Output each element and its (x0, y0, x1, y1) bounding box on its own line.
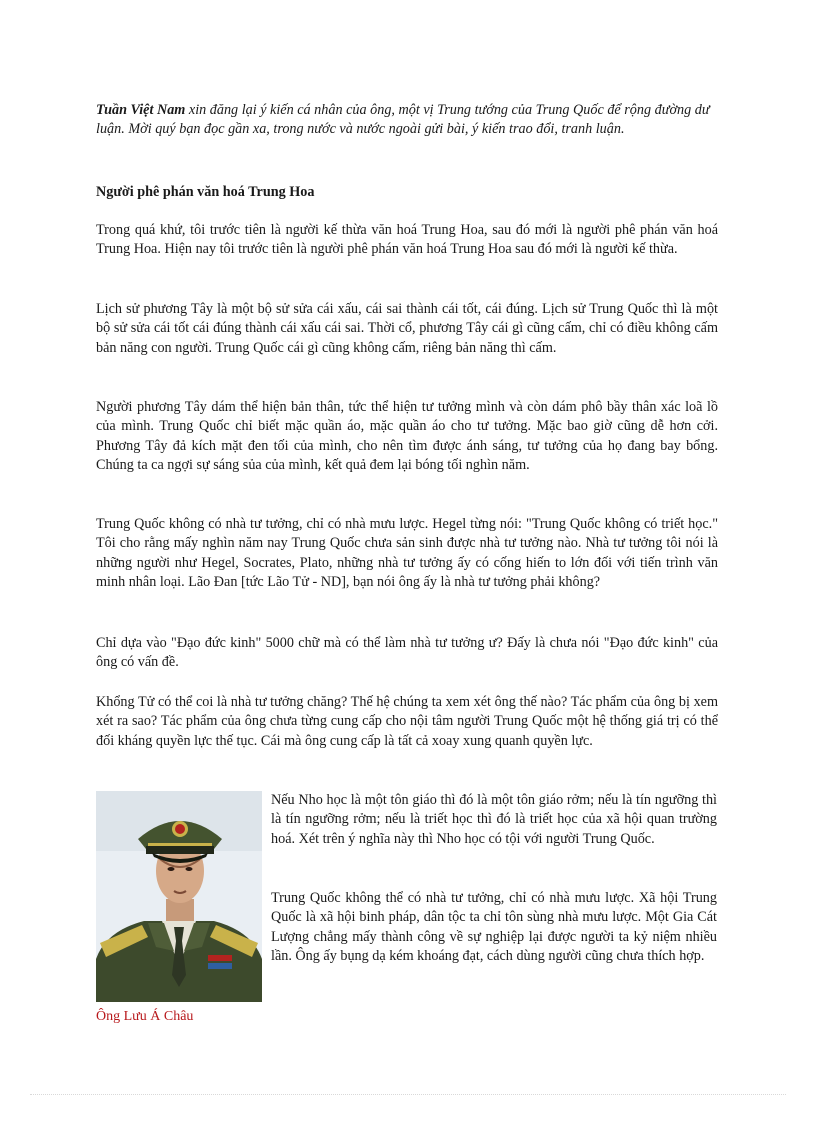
intro-text: xin đăng lại ý kiến cá nhân của ông, một vị Trung tướng của Trung Quốc để rộng đường dư luận. Mời quý bạn đọc gần xa, trong nước và nước ngoài gửi bài, ý kiến trao đổi, tranh luận. (96, 102, 710, 138)
article-heading: Người phê phán văn hoá Trung Hoa (96, 184, 315, 200)
portrait-illustration (96, 791, 262, 1002)
editor-intro (96, 101, 718, 140)
portrait-photo (96, 791, 262, 1002)
side-paragraph-2: Trung Quốc không thể có nhà tư tưởng, chỉ có nhà mưu lược. Xã hội Trung Quốc là xã hội binh pháp, dân tộc ta chỉ tôn sùng nhà mưu lược. Một Gia Cát Lượng chẳng mấy thành công về sự nghiệp lại được người ta kỷ niệm nhiều lần. Ông ấy bụng dạ kém khoáng đạt, cách dùng người cũng chưa thích hợp. (271, 890, 717, 965)
paragraph-6: Khổng Tử có thể coi là nhà tư tưởng chăng? Thế hệ chúng ta xem xét ông thế nào? Tác phẩm của ông bị xem xét ra sao? Tác phẩm của ông chưa từng cung cấp cho nội tâm người Trung Quốc một hệ thống giá trị có thể đối kháng quyền lực thế tục. Cái mà ông cung cấp là tất cả xoay xung quanh quyền lực. (96, 694, 718, 749)
page-footer-divider (30, 1094, 786, 1095)
paragraph-1: Trong quá khứ, tôi trước tiên là người kế thừa văn hoá Trung Hoa, sau đó mới là người phê phán văn hoá Trung Hoa. Hiện nay tôi trước tiên là người phê phán văn hoá Trung Hoa sau đó mới là người kế thừa. (96, 222, 718, 258)
paragraph-5: Chỉ dựa vào "Đạo đức kinh" 5000 chữ mà có thể làm nhà tư tưởng ư? Đấy là chưa nói "Đạo đức kinh" của ông có vấn đề. (96, 635, 718, 671)
side-paragraph-1: Nếu Nho học là một tôn giáo thì đó là một tôn giáo rởm; nếu là tín ngưỡng thì là tín ngưỡng rởm; nếu là triết học thì đó là triết học của xã hội quan trường hoá. Xét trên ý nghĩa này thì Nho học có tội với người Trung Quốc. (271, 792, 717, 847)
paragraph-2: Lịch sử phương Tây là một bộ sử sửa cái xấu, cái sai thành cái tốt, cái đúng. Lịch sử Trung Quốc thì là một bộ sử sửa cái tốt cái đúng thành cái xấu cái sai. Thời cổ, phương Tây cái gì cũng cấm, chỉ có điều không cấm bản năng con người. Trung Quốc cái gì cũng không cấm, riêng bản năng thì cấm. (96, 301, 718, 356)
photo-caption: Ông Lưu Á Châu (96, 1009, 194, 1024)
intro-source-name: Tuần Việt Nam (96, 102, 186, 118)
paragraph-4: Trung Quốc không có nhà tư tưởng, chỉ có nhà mưu lược. Hegel từng nói: "Trung Quốc không có triết học." Tôi cho rằng mấy nghìn năm nay Trung Quốc chưa sản sinh được nhà tư tưởng nào. Nhà tư tưởng tôi nói là những người như Hegel, Socrates, Plato, những nhà tư tưởng ấy có cống hiến to lớn đối với tiến trình văn minh nhân loại. Lão Đan [tức Lão Tử - ND], bạn nói ông ấy là nhà tư tưởng phải không? (96, 516, 718, 591)
paragraph-3: Người phương Tây dám thể hiện bản thân, tức thể hiện tư tưởng mình và còn dám phô bầy thân xác loã lồ của mình. Trung Quốc chỉ biết mặc quần áo, mặc quần áo cho tư tưởng. Mặc bao giờ cũng dễ hơn cởi. Phương Tây đả kích mặt đen tối của mình, cho nên tìm được ánh sáng, tư tưởng của họ đang bay bổng. Chúng ta ca ngợi sự sáng sủa của mình, kết quả đem lại bóng tối nghìn năm. (96, 399, 718, 474)
